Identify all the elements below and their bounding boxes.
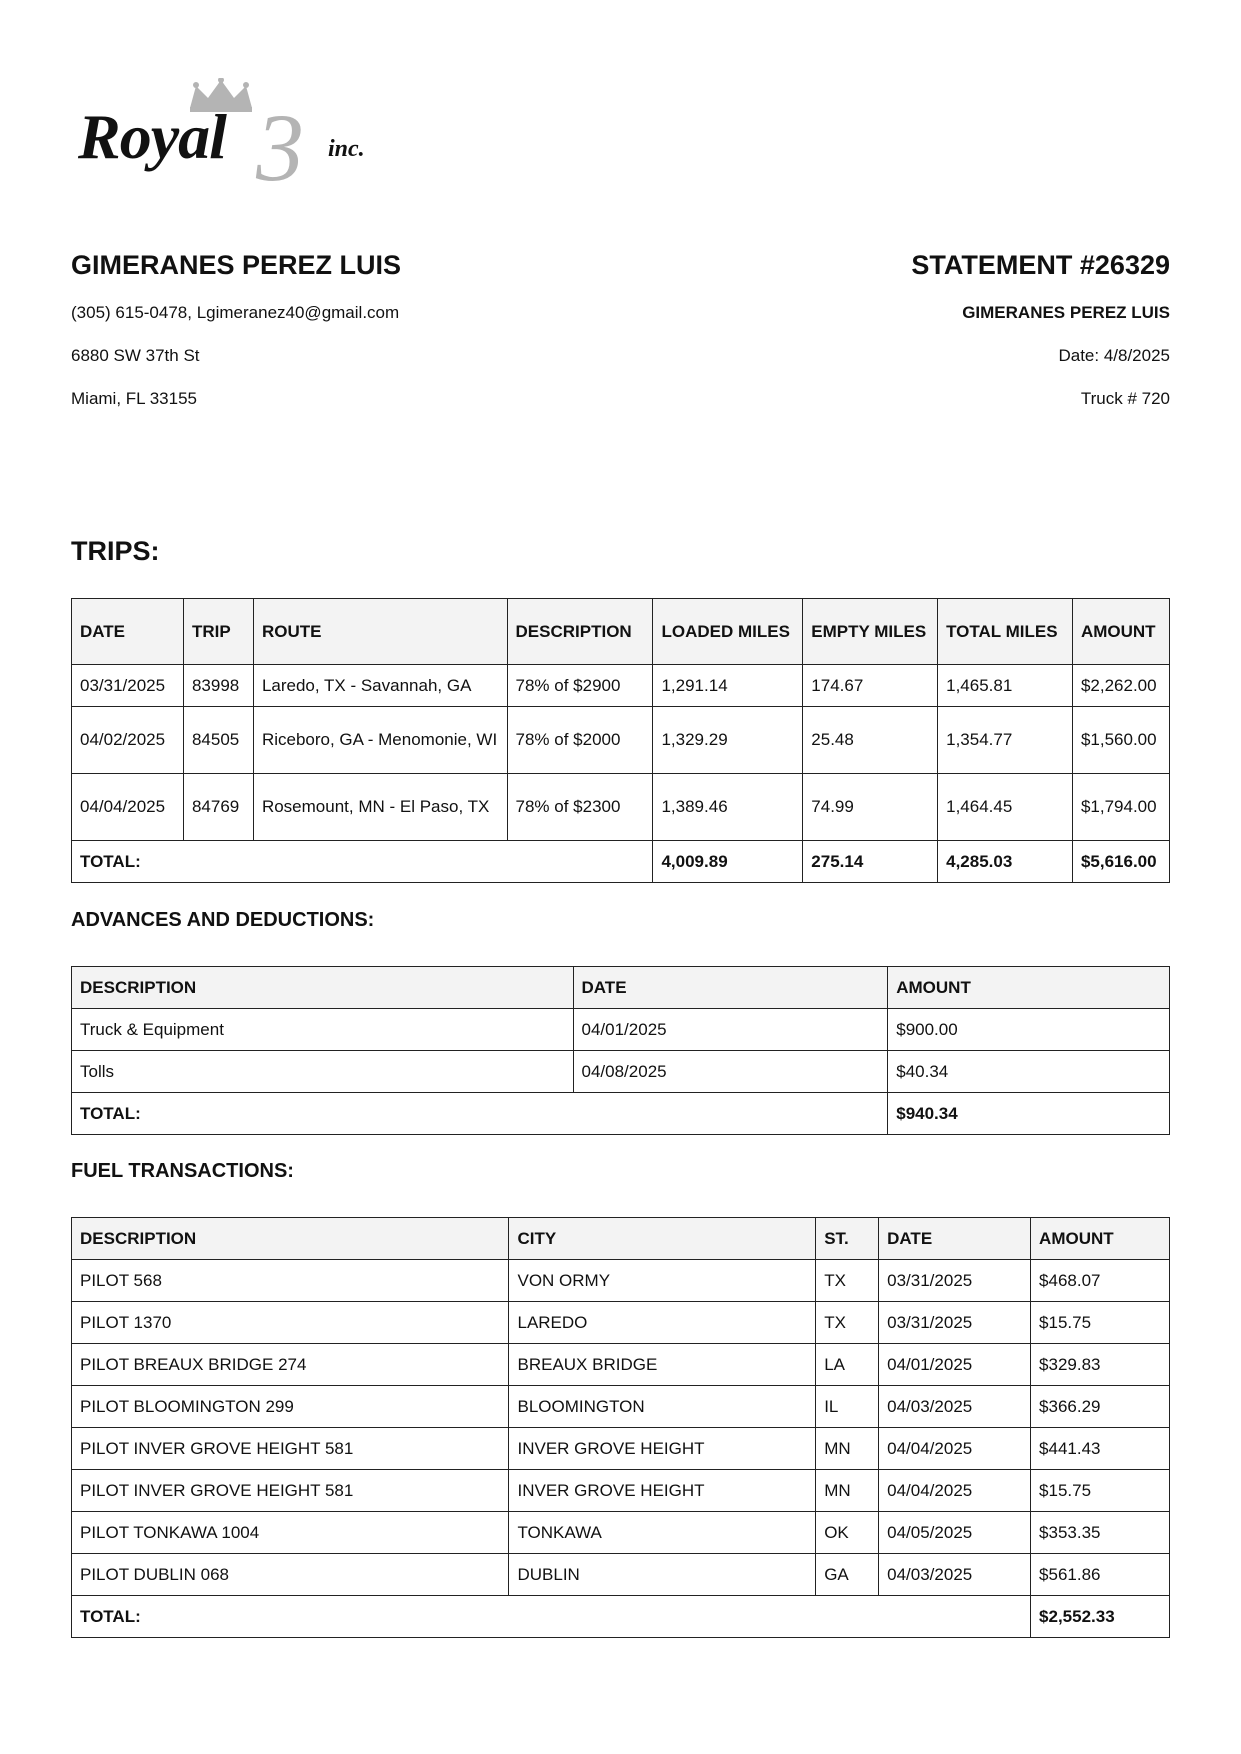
fuel-table	[71, 1217, 1170, 1638]
trip-empty-miles: 25.48	[803, 707, 938, 774]
fuel-description: PILOT INVER GROVE HEIGHT 581	[72, 1470, 509, 1512]
company-logo	[78, 78, 388, 201]
column-header: DATE	[573, 967, 888, 1009]
trip-description: 78% of $2000	[507, 707, 653, 774]
fuel-state: OK	[816, 1512, 879, 1554]
trip-date: 04/02/2025	[72, 707, 184, 774]
advance-description: Tolls	[72, 1051, 574, 1093]
statement-info	[911, 250, 1170, 432]
column-header: DATE	[72, 599, 184, 665]
fuel-state: IL	[816, 1386, 879, 1428]
total-miles: 4,285.03	[938, 841, 1073, 883]
fuel-state: MN	[816, 1428, 879, 1470]
trip-amount: $1,560.00	[1072, 707, 1169, 774]
statement-driver-name: GIMERANES PEREZ LUIS	[962, 303, 1170, 322]
trip-total-miles: 1,464.45	[938, 774, 1073, 841]
fuel-title: FUEL TRANSACTIONS:	[71, 1160, 294, 1182]
total-row	[72, 1093, 1170, 1135]
table-row	[72, 1386, 1170, 1428]
fuel-amount: $561.86	[1031, 1554, 1170, 1596]
total-label: TOTAL:	[72, 841, 653, 883]
trip-amount: $2,262.00	[1072, 665, 1169, 707]
fuel-date: 03/31/2025	[879, 1260, 1031, 1302]
advance-date: 04/08/2025	[573, 1051, 888, 1093]
trip-date: 03/31/2025	[72, 665, 184, 707]
fuel-city: TONKAWA	[509, 1512, 816, 1554]
total-amount: $2,552.33	[1031, 1596, 1170, 1638]
total-label: TOTAL:	[72, 1093, 888, 1135]
fuel-date: 04/04/2025	[879, 1470, 1031, 1512]
column-header: DESCRIPTION	[72, 967, 574, 1009]
trip-total-miles: 1,354.77	[938, 707, 1073, 774]
statement-truck: Truck # 720	[1080, 389, 1170, 408]
statement-title: STATEMENT #26329	[911, 250, 1170, 280]
fuel-city: LAREDO	[509, 1302, 816, 1344]
fuel-description: PILOT BREAUX BRIDGE 274	[72, 1344, 509, 1386]
table-row	[72, 1051, 1170, 1093]
column-header: AMOUNT	[888, 967, 1170, 1009]
total-row	[72, 1596, 1170, 1638]
advance-amount: $900.00	[888, 1009, 1170, 1051]
column-header: ROUTE	[253, 599, 507, 665]
column-header: AMOUNT	[1031, 1218, 1170, 1260]
fuel-city: DUBLIN	[509, 1554, 816, 1596]
column-header: LOADED MILES	[653, 599, 803, 665]
trip-route: Laredo, TX - Savannah, GA	[253, 665, 507, 707]
trip-empty-miles: 174.67	[803, 665, 938, 707]
fuel-description: PILOT 568	[72, 1260, 509, 1302]
fuel-city: INVER GROVE HEIGHT	[509, 1470, 816, 1512]
column-header: CITY	[509, 1218, 816, 1260]
table-row	[72, 665, 1170, 707]
column-header: ST.	[816, 1218, 879, 1260]
table-row	[72, 1009, 1170, 1051]
driver-name: GIMERANES PEREZ LUIS	[71, 250, 402, 280]
trip-loaded-miles: 1,389.46	[653, 774, 803, 841]
table-header-row	[72, 599, 1170, 665]
fuel-date: 03/31/2025	[879, 1302, 1031, 1344]
column-header: EMPTY MILES	[803, 599, 938, 665]
trip-number: 84769	[183, 774, 253, 841]
table-row	[72, 1260, 1170, 1302]
logo-number: 3	[256, 94, 304, 201]
column-header: DATE	[879, 1218, 1031, 1260]
trip-number: 83998	[183, 665, 253, 707]
total-empty-miles: 275.14	[803, 841, 938, 883]
advances-title: ADVANCES AND DEDUCTIONS:	[71, 909, 375, 931]
fuel-state: TX	[816, 1302, 879, 1344]
column-header: DESCRIPTION	[72, 1218, 509, 1260]
fuel-date: 04/03/2025	[879, 1554, 1031, 1596]
column-header: TRIP	[183, 599, 253, 665]
trips-title: TRIPS:	[71, 536, 160, 566]
total-amount: $940.34	[888, 1093, 1170, 1135]
fuel-amount: $468.07	[1031, 1260, 1170, 1302]
fuel-state: TX	[816, 1260, 879, 1302]
fuel-amount: $441.43	[1031, 1428, 1170, 1470]
fuel-city: VON ORMY	[509, 1260, 816, 1302]
column-header: AMOUNT	[1072, 599, 1169, 665]
total-label: TOTAL:	[72, 1596, 1031, 1638]
table-row	[72, 1554, 1170, 1596]
fuel-city: BLOOMINGTON	[509, 1386, 816, 1428]
fuel-amount: $329.83	[1031, 1344, 1170, 1386]
fuel-date: 04/01/2025	[879, 1344, 1031, 1386]
fuel-description: PILOT 1370	[72, 1302, 509, 1344]
trip-description: 78% of $2900	[507, 665, 653, 707]
driver-info	[71, 250, 401, 432]
fuel-date: 04/04/2025	[879, 1428, 1031, 1470]
fuel-state: GA	[816, 1554, 879, 1596]
trip-description: 78% of $2300	[507, 774, 653, 841]
advances-table	[71, 966, 1170, 1135]
advance-date: 04/01/2025	[573, 1009, 888, 1051]
trip-route: Rosemount, MN - El Paso, TX	[253, 774, 507, 841]
fuel-description: PILOT DUBLIN 068	[72, 1554, 509, 1596]
trip-number: 84505	[183, 707, 253, 774]
column-header: TOTAL MILES	[938, 599, 1073, 665]
trip-empty-miles: 74.99	[803, 774, 938, 841]
table-row	[72, 1428, 1170, 1470]
fuel-amount: $15.75	[1031, 1302, 1170, 1344]
trip-total-miles: 1,465.81	[938, 665, 1073, 707]
fuel-description: PILOT BLOOMINGTON 299	[72, 1386, 509, 1428]
trip-route: Riceboro, GA - Menomonie, WI	[253, 707, 507, 774]
fuel-city: INVER GROVE HEIGHT	[509, 1428, 816, 1470]
table-header-row	[72, 967, 1170, 1009]
driver-street: 6880 SW 37th St	[71, 346, 200, 365]
fuel-amount: $15.75	[1031, 1470, 1170, 1512]
trip-amount: $1,794.00	[1072, 774, 1169, 841]
fuel-description: PILOT TONKAWA 1004	[72, 1512, 509, 1554]
fuel-date: 04/03/2025	[879, 1386, 1031, 1428]
total-amount: $5,616.00	[1072, 841, 1169, 883]
logo-wordmark: Royal	[78, 101, 226, 172]
statement-date: Date: 4/8/2025	[1058, 346, 1170, 365]
driver-contact: (305) 615-0478, Lgimeranez40@gmail.com	[71, 303, 400, 322]
trip-loaded-miles: 1,291.14	[653, 665, 803, 707]
trips-table	[71, 598, 1170, 883]
table-row	[72, 1344, 1170, 1386]
column-header: DESCRIPTION	[507, 599, 653, 665]
total-row	[72, 841, 1170, 883]
fuel-state: MN	[816, 1470, 879, 1512]
table-row	[72, 707, 1170, 774]
total-loaded-miles: 4,009.89	[653, 841, 803, 883]
table-header-row	[72, 1218, 1170, 1260]
fuel-date: 04/05/2025	[879, 1512, 1031, 1554]
table-row	[72, 774, 1170, 841]
table-row	[72, 1470, 1170, 1512]
fuel-city: BREAUX BRIDGE	[509, 1344, 816, 1386]
fuel-amount: $353.35	[1031, 1512, 1170, 1554]
advance-amount: $40.34	[888, 1051, 1170, 1093]
trip-loaded-miles: 1,329.29	[653, 707, 803, 774]
trip-date: 04/04/2025	[72, 774, 184, 841]
fuel-state: LA	[816, 1344, 879, 1386]
table-row	[72, 1512, 1170, 1554]
logo-suffix: inc.	[328, 136, 365, 162]
driver-city: Miami, FL 33155	[71, 389, 197, 408]
fuel-description: PILOT INVER GROVE HEIGHT 581	[72, 1428, 509, 1470]
advance-description: Truck & Equipment	[72, 1009, 574, 1051]
fuel-amount: $366.29	[1031, 1386, 1170, 1428]
table-row	[72, 1302, 1170, 1344]
